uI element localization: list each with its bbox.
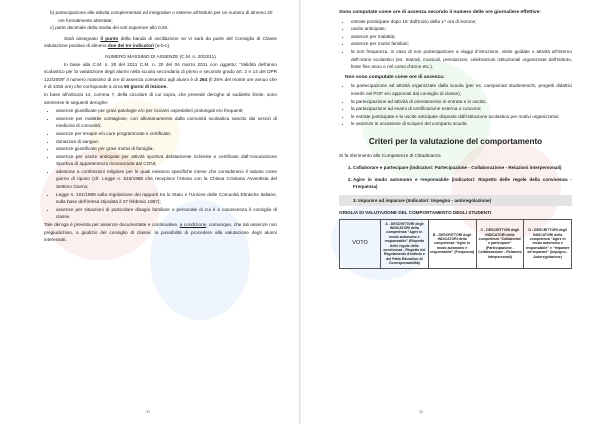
column-header-c: C - DESCRITTORI degli INDICATORI della competenza “Collaborare e partecipare” (Partecipazione - Collaborazione - Relazioni interpersonali) <box>476 219 524 268</box>
list-item: • assenze per malattie contagiose, con allontanamento dalla comunità scolastica sancito dai servizi di medicina di comunità; <box>56 115 277 130</box>
left-page-text <box>44 9 277 244</box>
derogation-intro: In base all’articolo 14, comma 7, della circolare di cui sopra, che prevede deroghe al suddetto limite, sono ammesse le seguenti deroghe: <box>44 91 277 105</box>
criteria-heading: Criteri per la valutazione del comportamento <box>368 136 543 146</box>
list-item: • adesione a confessioni religiose per le quali esistono specifiche intese che considerano il sabato come giorno di riposo (cfr. Legge n. 516/1988 che recepisce l’intesa con la Chiesa Cristiana Avventista del Settimo Giorno; <box>56 168 277 191</box>
list-item: • assenze per situazioni di particolare disagio familiare o personale di cui è a conoscenza il consiglio di classe. <box>56 206 277 221</box>
list-item: • la partecipazione ad attività di orientamento in entrata e in uscita; <box>351 98 572 106</box>
computed-heading: Sono computate come ore di assenza secondo il numero delle ore giornaliere effettive: <box>339 10 541 15</box>
voto-header: VOTO <box>340 219 381 268</box>
list-item: • le entrate posticipate e le uscite anticipate disposte dall’istituzione scolastica per motivi organizzativi; <box>351 113 572 121</box>
criteria-item-highlighted: 3. Imparare ad imparare (Indicatori: Impegno - autoregolazione) <box>339 195 572 206</box>
list-item: • assenze giustificate per gravi patologie e/o per ricoveri ospedalieri prolungati e/o frequenti; <box>56 107 277 115</box>
not-computed-list <box>339 82 572 128</box>
list-item: • assenze per motivi familiari; <box>351 40 572 48</box>
list-item: • la partecipazione ad attività organizzate dalla scuola (per es. campionati studenteschi, progetti didattici inseriti nel POF e/o approvati dal consiglio di classe); <box>351 82 572 97</box>
not-computed-heading: Non sono computate come ore di assenza: <box>345 74 445 80</box>
right-page-text <box>339 9 572 269</box>
page-number: 31 <box>146 410 151 414</box>
criteria-item: 1. Collaborare e partecipare (indicatori: Partecipazione - Collaborazione - Relazioni interpersonali) <box>353 164 572 171</box>
column-header-b: B - DESCRITTORI degli INDICATORI della competenza “Agire in modo autonomo e responsabile” (Frequenza) <box>428 219 476 268</box>
closing-paragraph: Tale deroga è prevista per assenze documentate e continuative, a condizione, comunque, che tali assenze non pregiudichino, a giudizio del consiglio di classe, la possibilità di procedere alla valutazione degli alunni interessati. <box>44 222 277 243</box>
absence-paragraph: In base alla C.M. n. 20 del 2011 C.M. n. 20 del 04 marzo 2011 con oggetto: “Validità dell’anno scolastico per la valutazione degli alunni nella scuola secondaria di primo e secondo grado art. 2 e 14 del DPR 122/2009” il numero massimo di ore di assenza consentito agli alunni è di 264 (il 25% del monte ore annuo che è di 1056 ore) che corrisponde a circa 50 giorni di lezione. <box>44 61 277 90</box>
left-page <box>0 0 299 424</box>
band-paragraph: Sarà assegnato il punto della banda di oscillazione se vi sarà da parte del Consiglio di Classe valutazione positiva di almeno due dei tre indicatori (a-b-c). <box>44 35 278 49</box>
list-item: • le assenze in occasione di scioperi del comparto scuola. <box>351 120 572 128</box>
table-row <box>340 219 572 268</box>
intro-item: b) partecipazione alle attività complementari ed integrative o esterne all’Istituto per un numero di almeno 20 ore formalmente attestate; <box>50 10 273 23</box>
computed-list <box>339 18 572 71</box>
section-title: NUMERO MASSIMO DI ASSENZE (C.M. n. 20/2011) <box>105 53 216 59</box>
criteria-item: 2. Agire in modo autonomo e responsabile (indicatori: Rispetto delle regole della convivenza - Frequenza) <box>353 176 572 190</box>
reference-line: Si fa riferimento alle Competenze di Cittadinanza <box>339 152 441 158</box>
list-item: • la partecipazione ad esami di certificazione esterna o concorsi; <box>351 105 572 113</box>
list-item: • assenze per terapie e/o cure programmate e certificate; <box>56 130 277 138</box>
evaluation-grid <box>339 219 572 269</box>
list-item: • donazioni di sangue; <box>56 138 277 146</box>
column-header-a: A - DESCRITTORI degli INDICATORI della competenza “Agire in modo autonomo e responsabile” (Rispetto delle regole della convivenza - Rispetto del Regolamento d’Istituto e del Patto Educativo di Corresponsabilità) <box>381 219 429 268</box>
list-item: • Legge n. 101/1989 sulla regolazione dei rapporti tra lo Stato e l’Unione delle Comunità Ebraiche Italiane, sulla base dell’intesa stipulata il 27 febbraio 1987); <box>56 191 277 206</box>
list-item: • assenze per uscite anticipate per attività sportiva debitamente richieste e certificate dall’Associazione Sportiva di appartenenza riconosciuta dal CONI; <box>56 153 277 168</box>
list-item: • uscite anticipate; <box>351 25 572 33</box>
list-item: • assenze giustificate per gravi motivi di famiglia; <box>56 145 277 153</box>
list-item: • la non frequenza, in caso di non partecipazione a viaggi d’istruzione, visite guidate o attività all’interno dell’orario scolastico (es. teatrali, musicali, premiazioni, celebrazioni istituzionali organizzate dall’Istituto, feste fine anno o nel corso d’anno etc.). <box>351 48 572 71</box>
grid-title: GRIGLIA DI VALUTAZIONE DEL COMPORTAMENTO DEGLI STUDENTI <box>339 209 492 215</box>
derogation-list <box>44 107 277 221</box>
list-item: • entrate posticipate dopo 15’ dall’inizio della 1^ ora di lezione; <box>351 18 572 26</box>
intro-item: c) parte decimale della media dei voti superiore allo 0,50. <box>50 25 169 31</box>
page-number: 32 <box>419 410 424 414</box>
criteria-list <box>339 164 572 190</box>
column-header-d: D - DESCRITTORI degli INDICATORI della competenza “Agire in modo autonomo e responsabile” e “Imparare ad imparare” (Impegno - Autoregolazione) <box>524 219 572 268</box>
right-page <box>301 0 600 424</box>
list-item: • assenze per malattia; <box>351 33 572 41</box>
